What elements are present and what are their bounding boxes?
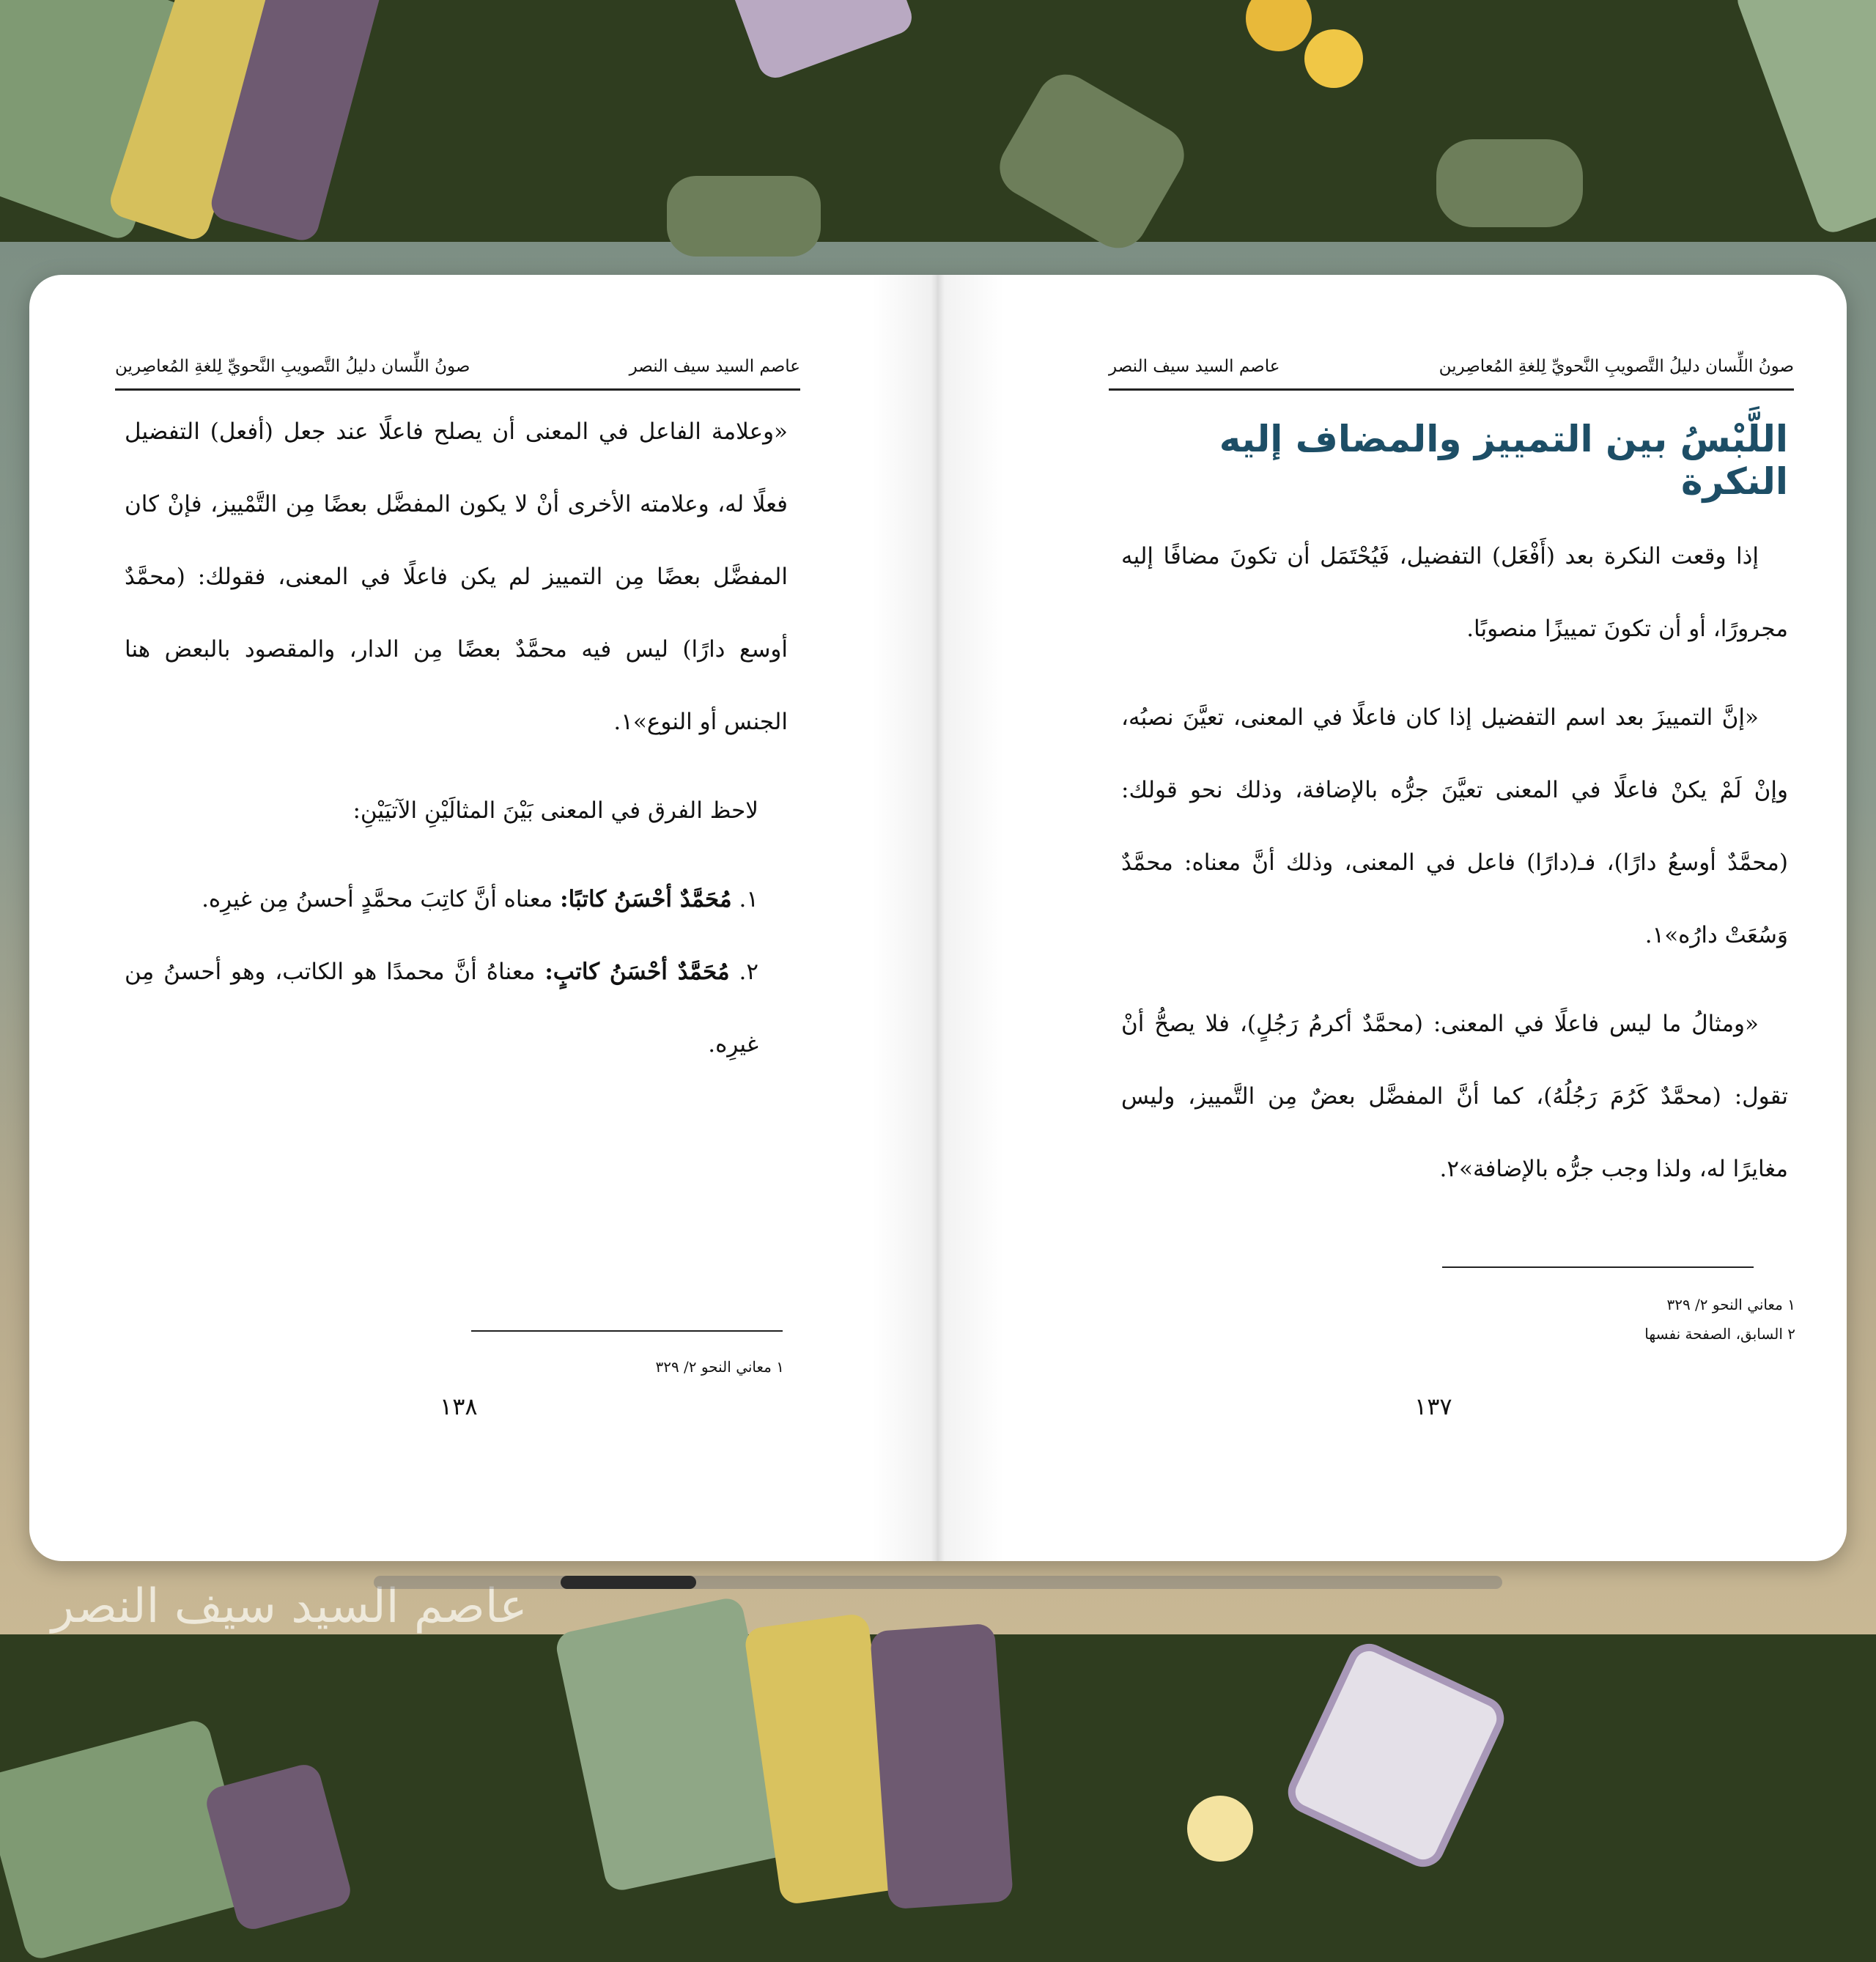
book-reader-spread[interactable] — [29, 275, 1847, 1561]
footnote-divider — [471, 1330, 783, 1332]
footnote-divider — [1442, 1266, 1754, 1268]
paragraph: لاحظ الفرق في المعنى بَيْنَ المثالَيْنِ الآتيَيْنِ: — [352, 797, 758, 824]
letter-illustration — [667, 176, 821, 257]
flower-illustration — [1187, 1796, 1253, 1862]
book-illustration — [1732, 0, 1876, 237]
book-illustration — [870, 1623, 1013, 1910]
page-137[interactable] — [938, 275, 1847, 1561]
footnotes — [1466, 1290, 1795, 1349]
header-title: صونُ اللِّسان دليلُ التَّصويبِ النَّحويِّ لِلغةِ المُعاصِرين — [1439, 357, 1794, 376]
header-author: عاصم السيد سيف النصر — [629, 357, 800, 376]
examples-list — [125, 863, 788, 1081]
header-author: عاصم السيد سيف النصر — [1109, 357, 1280, 376]
header-title: صونُ اللِّسان دليلُ التَّصويبِ النَّحويِّ لِلغةِ المُعاصِرين — [115, 357, 470, 376]
letter-illustration — [989, 64, 1195, 259]
example-explanation: معناهُ أنَّ محمدًا هو الكاتب، وهو أحسنُ مِن غيرِه. — [125, 959, 758, 1058]
example-explanation: معناه أنَّ كاتِبَ محمَّدٍ أحسنُ مِن غيرِه. — [202, 886, 561, 912]
letter-illustration — [1436, 139, 1583, 227]
paragraph: «وعلامة الفاعل في المعنى أن يصلح فاعلًا عند جعل (أفعل) التفضيل فعلًا له، وعلامته الأخرى أنْ لا يكون المفضَّل بعضًا مِن التَّمْييز، فإنْ كان المفضَّل بعضًا مِن التمييز لم يكن فاعلًا في المعنى، فقولك: (محمَّدٌ أوسع دارًا) ليس فيه محمَّدٌ بعضًا مِن الدار، والمقصود بالبعض هنا الجنس أو النوع»١. — [125, 418, 788, 735]
footnotes — [513, 1352, 784, 1382]
list-number: ٢. — [739, 959, 759, 985]
mug-illustration — [1281, 1637, 1511, 1874]
flower-illustration — [1246, 0, 1312, 51]
page-number: ١٣٧ — [1414, 1393, 1452, 1420]
running-header — [1109, 344, 1794, 391]
footnote: ١ معاني النحو ٢/ ٣٢٩ — [1666, 1296, 1795, 1313]
paragraph: إذا وقعت النكرة بعد (أَفْعَل) التفضيل، فَيُحْتَمَل أن تكونَ مضافًا إليه مجرورًا، أو أن تكونَ تمييزًا منصوبًا. — [1121, 543, 1788, 642]
footnote: ٢ السابق، الصفحة نفسها — [1644, 1325, 1795, 1343]
list-item — [125, 936, 788, 1081]
chapter-title: اللَّبْسُ بين التمييز والمضاف إليه النكرة — [1219, 418, 1788, 503]
list-item — [125, 863, 788, 936]
paragraph: «إنَّ التمييزَ بعد اسم التفضيل إذا كان فاعلًا في المعنى، تعيَّنَ نصبُه، وإنْ لَمْ يكنْ فاعلًا في المعنى تعيَّنَ جرُّه بالإضافة، وذلك نحو قولك: (محمَّدٌ أوسعُ دارًا)، فـ(دارًا) فاعل في المعنى، وذلك أنَّ معناه: محمَّدٌ وَسُعَتْ دارُه»١. — [1121, 704, 1788, 948]
paragraph: «ومثالُ ما ليس فاعلًا في المعنى: (محمَّدٌ أكرمُ رَجُلٍ)، فلا يصحُّ أنْ تقول: (محمَّدٌ كَرُمَ رَجُلُهُ)، كما أنَّ المفضَّل بعضٌ مِن التَّمييز، وليس مغايرًا له، ولذا وجب جرُّه بالإضافة»٢. — [1121, 1011, 1788, 1182]
list-number: ١. — [739, 886, 758, 912]
page-scroll-thumb[interactable] — [561, 1576, 696, 1589]
footnote: ١ معاني النحو ٢/ ٣٢٩ — [655, 1358, 784, 1376]
example-phrase: مُحَمَّدٌ أحْسَنُ كاتبًا: — [560, 886, 732, 912]
page-138[interactable] — [29, 275, 938, 1561]
book-illustration — [725, 0, 916, 83]
cover-watermark-text: عاصم السيد سيف النصر — [51, 1579, 528, 1634]
page-scroll-bar[interactable] — [374, 1576, 1502, 1589]
example-phrase: مُحَمَّدٌ أحْسَنُ كاتبٍ: — [544, 959, 730, 985]
page-body — [125, 396, 788, 1081]
page-body — [1121, 520, 1788, 1222]
flower-illustration — [1304, 29, 1363, 88]
running-header — [115, 344, 800, 391]
page-number: ١٣٨ — [440, 1393, 478, 1420]
